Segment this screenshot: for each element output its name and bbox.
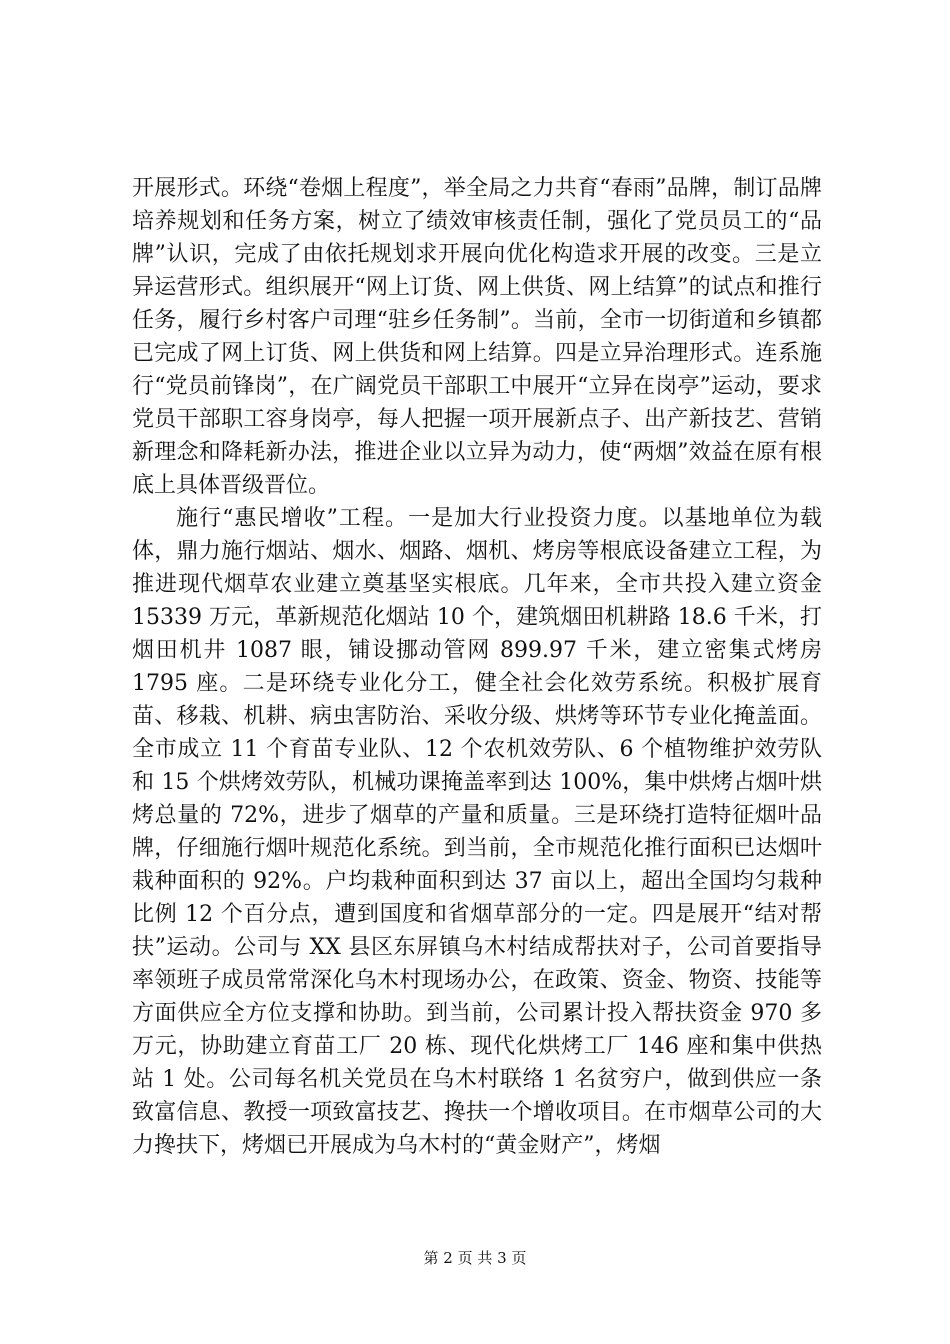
page-footer: 第 2 页 共 3 页 (423, 1249, 527, 1267)
paragraph-1: 开展形式。环绕“卷烟上程度”，举全局之力共育“春雨”品牌，制订品牌培养规划和任务方案，树立了绩效审核责任制，强化了党员员工的“品牌”认识，完成了由依托规划求开展向优化构造求开展的改变。三是立异运营形式。组织展开“网上订货、网上供货、网上结算”的试点和推行任务，履行乡村客户司理“驻乡任务制”。当前，全市一切街道和乡镇都已完成了网上订货、网上供货和网上结算。四是立异治理形式。连系施行“党员前锋岗”，在广阔党员干部职工中展开“立异在岗亭”运动，要求党员干部职工容身岗亭，每人把握一项开展新点子、出产新技艺、营销新理念和降耗新办法，推进企业以立异为动力，使“两烟”效益在原有根底上具体晋级晋位。 (132, 176, 822, 498)
paragraph-2: 施行“惠民增收”工程。一是加大行业投资力度。以基地单位为载体，鼎力施行烟站、烟水、烟路、烟机、烤房等根底设备建立工程，为推进现代烟草农业建立奠基坚实根底。几年来，全市共投入建立资金 15339 万元，革新规范化烟站 10 个，建筑烟田机耕路 18.6 千米，打烟田机井 1087 眼，铺设挪动管网 899.97 千米，建立密集式烤房 1795 座。二是环绕专业化分工，健全社会化效劳系统。积极扩展育苗、移栽、机耕、病虫害防治、采收分级、烘烤等环节专业化掩盖面。全市成立 11 个育苗专业队、12 个农机效劳队、6 个植物维护效劳队和 15 个烘烤效劳队，机械功课掩盖率到达 100%，集中烘烤占烟叶烘烤总量的 72%，进步了烟草的产量和质量。三是环绕打造特征烟叶品牌，仔细施行烟叶规范化系统。到当前，全市规范化推行面积已达烟叶栽种面积的 92%。户均栽种面积到达 37 亩以上，超出全国均匀栽种比例 12 个百分点，遭到国度和省烟草部分的一定。四是展开“结对帮扶”运动。公司与 XX 县区东屏镇乌木村结成帮扶对子，公司首要指导率领班子成员常常深化乌木村现场办公，在政策、资金、物资、技能等方面供应全方位支撑和协助。到当前，公司累计投入帮扶资金 970 多万元，协助建立育苗工厂 20 栋、现代化烘烤工厂 146 座和集中供热站 1 处。公司每名机关党员在乌木村联络 1 名贫穷户，做到供应一条致富信息、教授一项致富技艺、搀扶一个增收项目。在市烟草公司的大力搀扶下，烤烟已开展成为乌木村的“黄金财产”，烤烟 (132, 506, 822, 1158)
document-body (132, 172, 822, 1162)
